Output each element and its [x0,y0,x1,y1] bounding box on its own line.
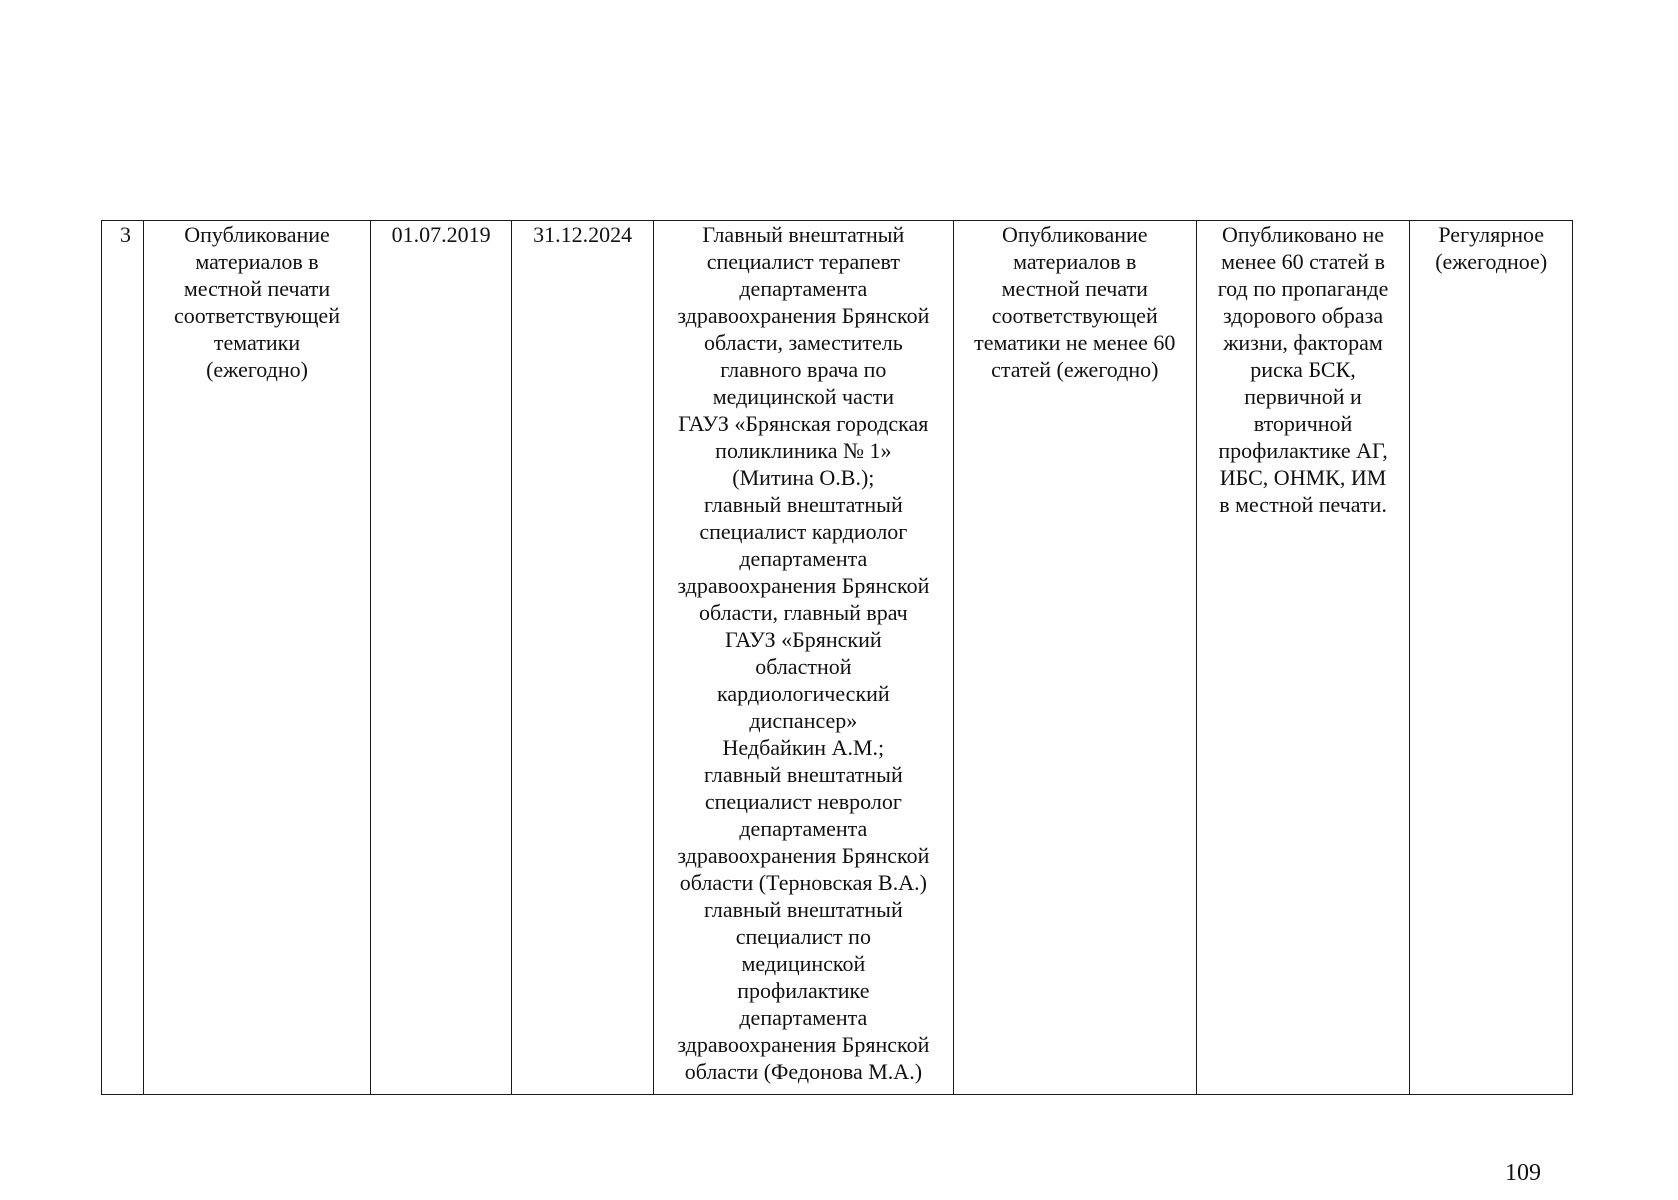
plan-table [101,220,1573,1095]
row-number: 3 [120,222,131,247]
responsible-text: Главный внештатный специалист терапевт департамента здравоохранения Брянской области, заместитель главного врача по медицинской части ГАУЗ «Брянская городская поликлиника № 1» (Митина О.В.); главный внештатный специалист кардиолог департамента здравоохранения Брянской области, главный врач ГАУЗ «Брянский областной кардиологический диспансер» Недбайкин А.М.; главный внештатный специалист невролог департамента здравоохранения Брянской области (Терновская В.А.) главный внештатный специалист по медицинской профилактике департамента здравоохранения Брянской области (Федонова М.А.) [677,222,930,1084]
indicator-text: Опубликовано не менее 60 статей в год по пропаганде здорового образа жизни, факторам риска БСК, первичной и вторичной профилактике АГ, ИБС, ОНМК, ИМ в местной печати. [1217,222,1389,517]
responsible-cell [653,221,953,1095]
type-text: Регулярное (ежегодное) [1435,222,1548,274]
event-cell [144,221,371,1095]
event-text: Опубликование материалов в местной печати соответствующей тематики (ежегодно) [174,222,340,382]
end-date: 31.12.2024 [533,222,633,247]
start-date: 01.07.2019 [391,222,491,247]
indicator-cell [1196,221,1410,1095]
page-number: 109 [1505,1160,1541,1186]
table-row [102,221,1573,1095]
end-date-cell [512,221,653,1095]
type-cell [1410,221,1573,1095]
start-date-cell [370,221,511,1095]
result-text: Опубликование материалов в местной печати соответствующей тематики не менее 60 статей (ежегодно) [974,222,1176,382]
result-cell [953,221,1196,1095]
row-number-cell [102,221,144,1095]
